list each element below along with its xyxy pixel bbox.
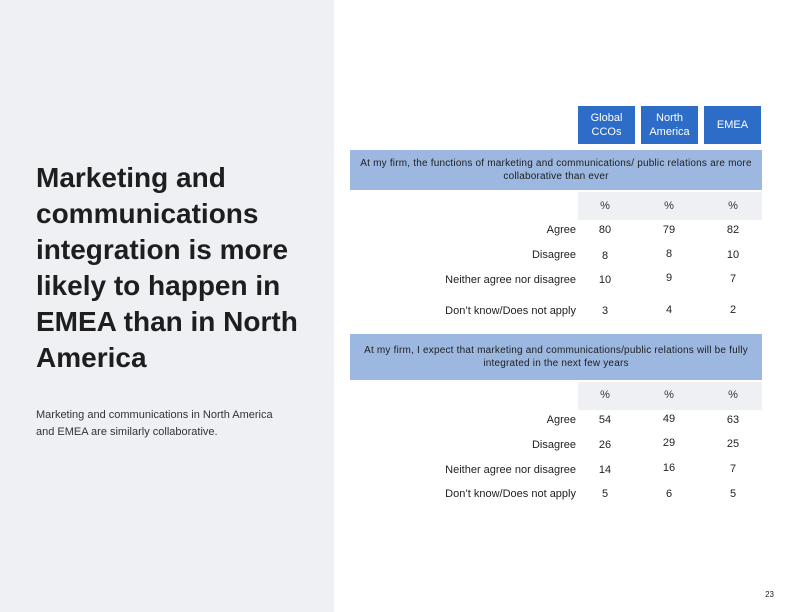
table-cell: 49 [662,413,676,425]
column-header-global-ccos [578,106,635,144]
table-cell: 10 [598,274,612,286]
table-cell: 63 [726,414,740,426]
question-banner-2 [350,334,762,380]
row-label: Neither agree nor disagree [445,274,576,286]
row-label: Neither agree nor disagree [445,464,576,476]
row-label: Don’t know/Does not apply [445,488,576,500]
question-banner-1 [350,150,762,190]
table-cell: 3 [601,305,609,317]
page-number: 23 [765,590,774,599]
unit-label: % [728,389,738,401]
table-cell: 26 [598,439,612,451]
unit-label: % [664,200,674,212]
unit-label: % [728,200,738,212]
row-label: Agree [546,224,576,236]
column-header-north-america [641,106,698,144]
table-cell: 54 [598,414,612,426]
row-label: Don’t know/Does not apply [445,305,576,317]
table-cell: 8 [601,250,609,262]
table-cell: 7 [729,273,737,285]
table-cell: 29 [662,437,676,449]
column-header-label: Global CCOs [590,112,623,138]
unit-label: % [600,200,610,212]
table-cell: 8 [665,248,673,260]
table-cell: 5 [729,488,737,500]
table-cell: 9 [665,272,673,284]
unit-label: % [600,389,610,401]
summary-text: Marketing and communications in North America and EMEA are similarly collaborative. [36,409,273,438]
row-label: Disagree [531,439,576,451]
column-header-emea [704,106,761,144]
table-cell: 82 [726,224,740,236]
unit-label: % [664,389,674,401]
table-cell: 7 [729,463,737,475]
table-cell: 6 [665,488,673,500]
question-text: At my firm, the functions of marketing and communications/ public relations are more collaborative than ever [360,158,752,182]
table-cell: 79 [662,224,676,236]
question-text: At my firm, I expect that marketing and communications/public relations will be fully integrated in the next few years [364,345,748,369]
table-cell: 2 [729,304,737,316]
page-title: Marketing and communications integration is more likely to happen in EMEA than in North America [36,162,298,373]
table-cell: 10 [726,249,740,261]
row-label: Disagree [531,249,576,261]
row-label: Agree [546,414,576,426]
table-cell: 5 [601,488,609,500]
table-cell: 80 [598,224,612,236]
table-cell: 4 [665,304,673,316]
table-cell: 25 [726,438,740,450]
table-cell: 14 [598,464,612,476]
table-cell: 16 [662,462,676,474]
column-header-label: EMEA [716,119,749,131]
column-header-label: North America [649,112,690,138]
